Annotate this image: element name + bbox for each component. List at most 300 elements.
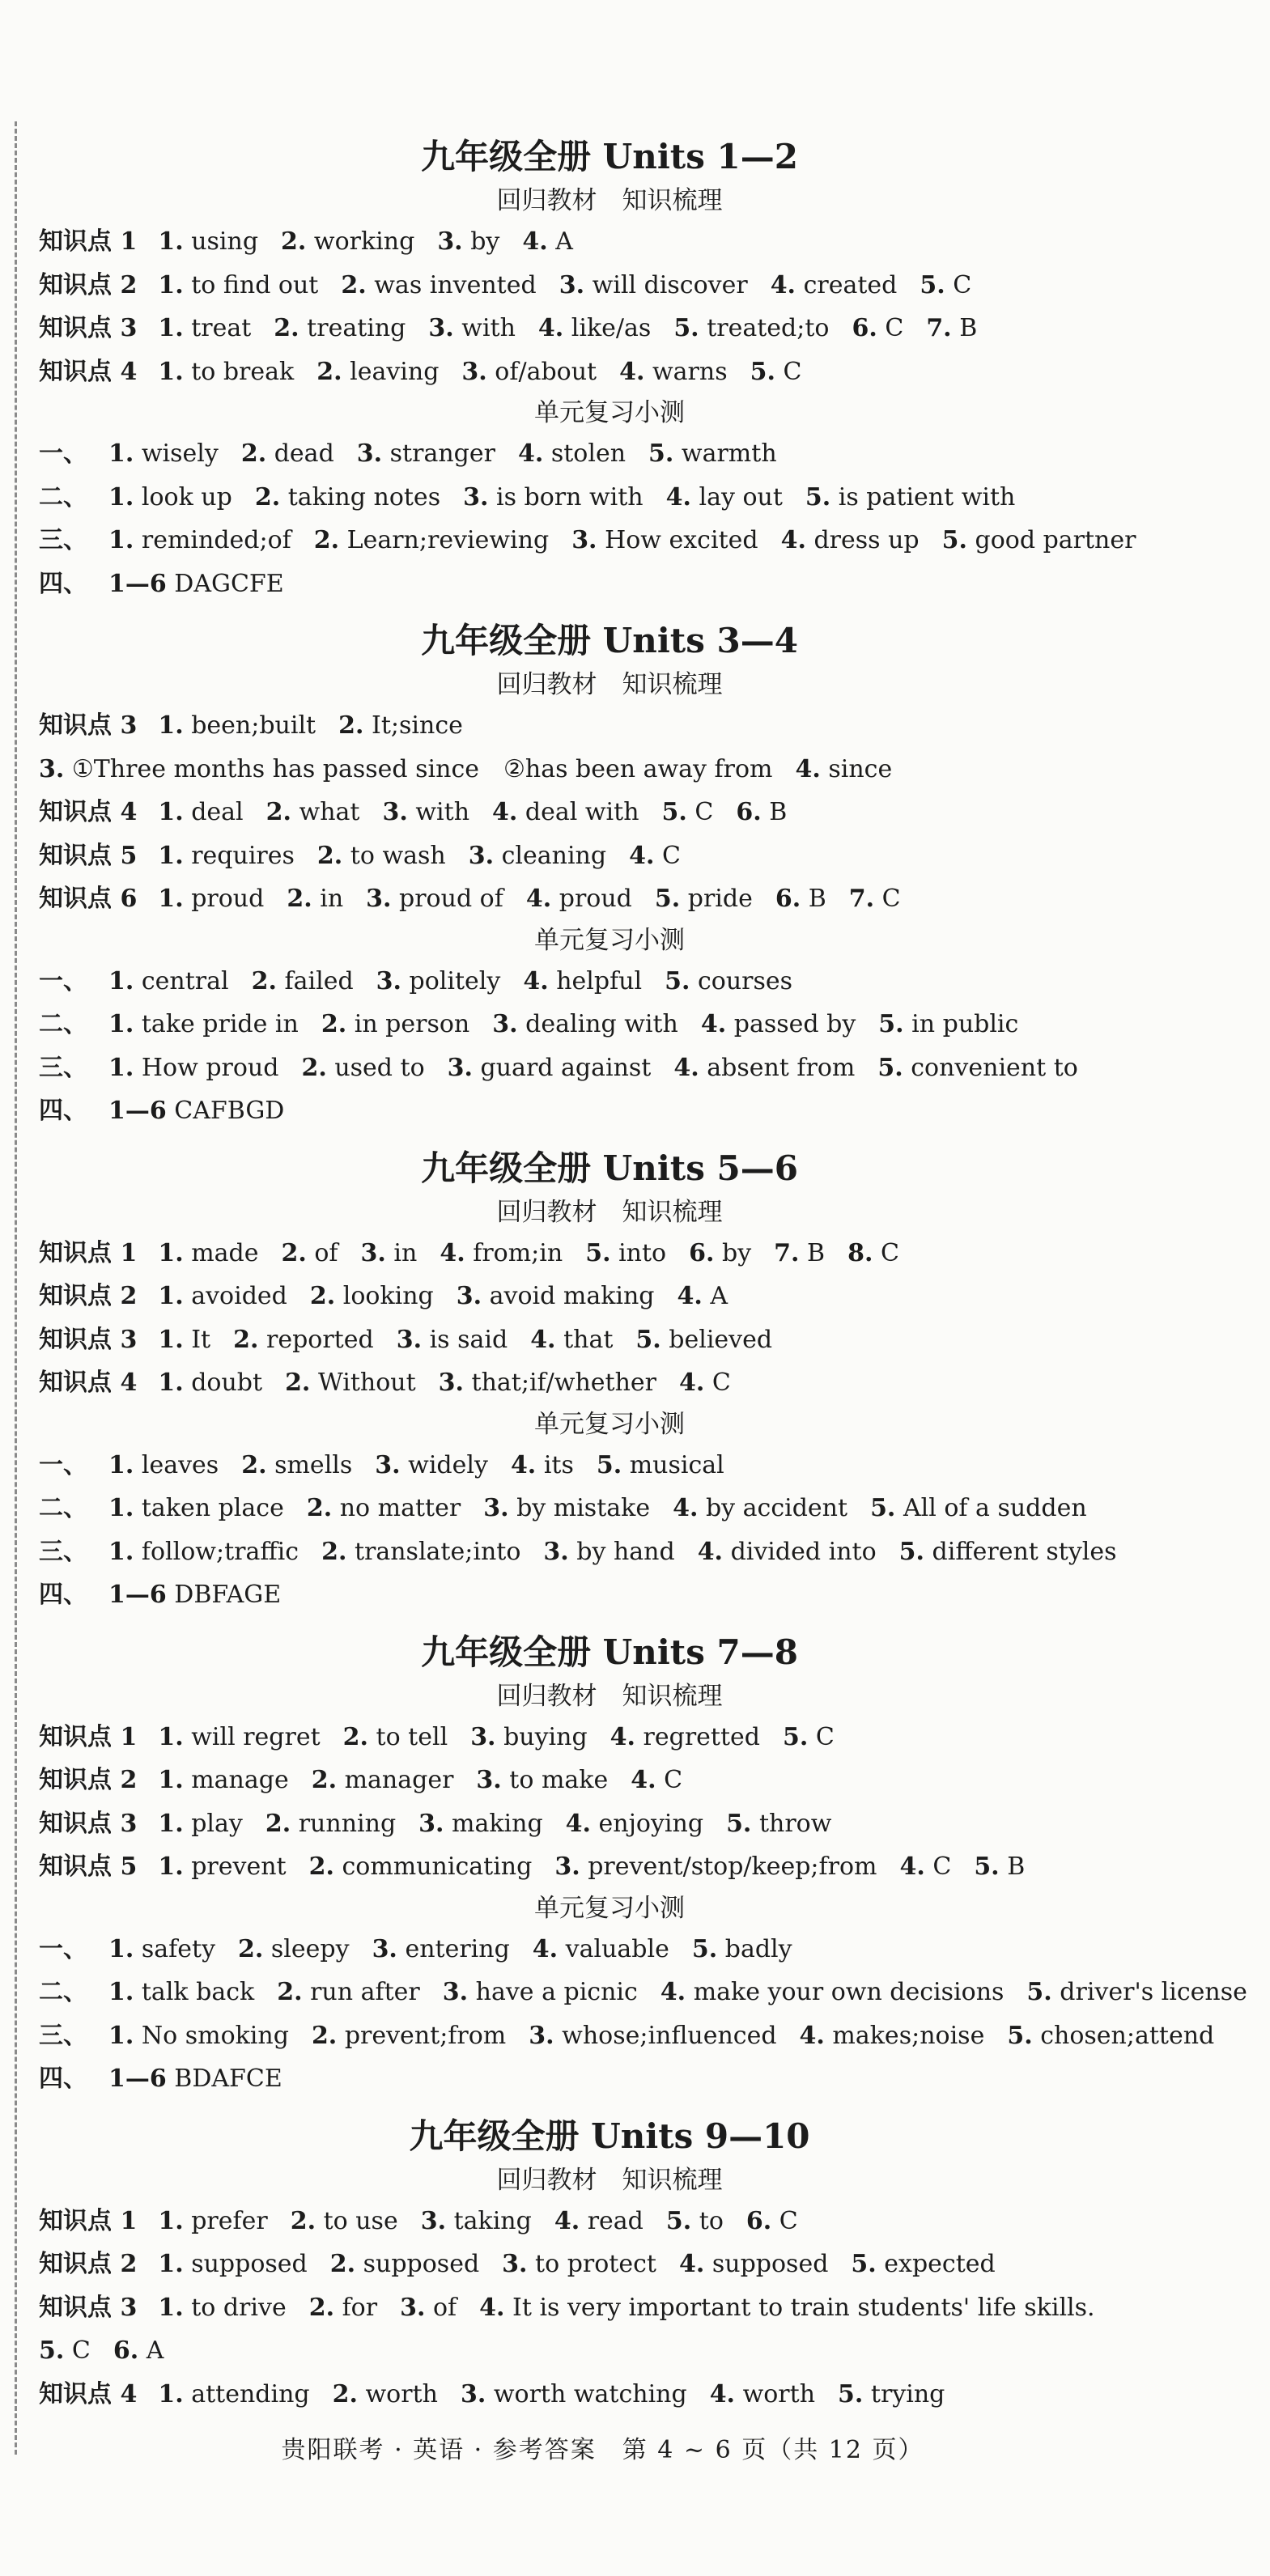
- answer-number: 1.: [158, 1369, 184, 1397]
- answer-number: 2.: [274, 314, 299, 342]
- answer-number: 4.: [629, 841, 655, 870]
- answer-item: [529, 2014, 776, 2058]
- answer-line: [39, 960, 1180, 1004]
- answer-item: [1026, 1971, 1247, 2014]
- answer-number: 1.: [108, 1010, 134, 1038]
- answer-item: [158, 834, 295, 878]
- answer-text: requires: [191, 841, 295, 870]
- answer-number: 5.: [805, 482, 831, 511]
- subsection-title-quiz: 单元复习小测: [534, 1409, 685, 1439]
- answer-item: [310, 1275, 434, 1318]
- answer-text: of: [314, 1238, 338, 1267]
- answer-text: supposed: [191, 2250, 308, 2278]
- answer-text: throw: [758, 1809, 832, 1838]
- answer-text: valuable: [565, 1934, 669, 1963]
- question-label: 三、: [39, 1053, 87, 1082]
- answer-text: badly: [724, 1934, 792, 1963]
- answer-text: C: [783, 357, 802, 386]
- answer-number: 2.: [316, 841, 343, 870]
- question-label: 知识点 2: [39, 270, 138, 299]
- answer-text: making: [452, 1809, 543, 1838]
- answer-item: [522, 220, 573, 264]
- answer-number: 2.: [313, 526, 340, 554]
- answer-text: prevent;from: [344, 2021, 507, 2050]
- answer-number: 4.: [530, 1325, 556, 1354]
- answer-number: 5.: [661, 798, 687, 826]
- answer-number: 7.: [848, 885, 875, 913]
- question-label: 知识点 1: [39, 1238, 138, 1267]
- answer-number: 2.: [238, 1934, 264, 1963]
- answer-text: no matter: [339, 1494, 461, 1522]
- question-label: 知识点 4: [39, 2379, 138, 2408]
- answer-number: 2.: [321, 1010, 347, 1038]
- answer-number: 3.: [375, 1450, 401, 1479]
- question-label: 四、: [39, 1581, 87, 1609]
- answer-number: 4.: [660, 1978, 686, 2006]
- answer-number: 4.: [532, 1934, 559, 1963]
- answer-text: taken place: [141, 1494, 284, 1522]
- answer-item: [461, 350, 597, 394]
- answer-item: [838, 2373, 945, 2417]
- answer-number: 5.: [877, 1053, 903, 1082]
- answer-number: 5.: [974, 1852, 1000, 1881]
- answer-text: have a picnic: [475, 1978, 638, 2006]
- answer-text: in public: [911, 1010, 1019, 1038]
- answer-number: 2.: [265, 1809, 291, 1838]
- answer-text: run after: [310, 1978, 420, 2006]
- answer-number: 1.: [158, 1766, 184, 1794]
- answer-item: [673, 1487, 847, 1530]
- answer-number: 2.: [254, 482, 281, 511]
- answer-item: [518, 432, 626, 476]
- answer-item: [692, 1928, 792, 1971]
- answer-number: 3.: [460, 2379, 486, 2408]
- answer-line: [39, 1573, 1180, 1617]
- answer-item: [554, 1845, 877, 1889]
- answer-text: worth: [365, 2379, 438, 2408]
- answer-text: cleaning: [501, 841, 607, 870]
- answer-item: [448, 1046, 652, 1090]
- answer-number: 4.: [665, 482, 691, 511]
- answer-number: 1.: [158, 711, 184, 740]
- answer-item: [312, 2014, 506, 2058]
- answer-text: manager: [344, 1766, 454, 1794]
- answer-line: [39, 1444, 1180, 1487]
- answer-text: C: [880, 1238, 899, 1267]
- answer-text: politely: [409, 966, 501, 995]
- question-label: 一、: [39, 439, 87, 468]
- answer-text: A: [710, 1282, 728, 1310]
- answer-text: using: [191, 227, 259, 256]
- answer-text: C: [71, 2336, 91, 2365]
- answer-item: [870, 1487, 1087, 1530]
- answer-number: 4.: [517, 439, 544, 468]
- answer-number: 4.: [673, 1053, 699, 1082]
- answer-text: to find out: [191, 270, 319, 299]
- answer-text: from;in: [473, 1238, 563, 1267]
- answer-text: prevent: [191, 1852, 287, 1881]
- answer-item: [710, 2373, 815, 2417]
- answer-item: [847, 1232, 899, 1275]
- answer-item: [312, 1759, 454, 1802]
- answer-number: 1.: [158, 798, 184, 826]
- answer-item: [619, 350, 728, 394]
- answer-item: [655, 877, 753, 921]
- answer-number: 1.: [158, 1282, 184, 1310]
- answer-text: C: [953, 270, 972, 299]
- answer-text: C: [664, 1766, 683, 1794]
- answer-number: 1.: [108, 2021, 134, 2050]
- answer-text: good partner: [975, 526, 1136, 554]
- answer-item: [585, 1232, 666, 1275]
- answer-item: [341, 264, 536, 308]
- subsection-title-quiz: 单元复习小测: [534, 925, 685, 955]
- answer-item: [457, 1275, 655, 1318]
- answer-item: [538, 307, 651, 350]
- answer-item: [439, 1361, 656, 1405]
- answer-item: [158, 1716, 320, 1759]
- answer-item: [470, 1716, 587, 1759]
- answer-item: [771, 264, 898, 308]
- answer-item: [736, 791, 787, 834]
- answer-text: will discover: [592, 270, 748, 299]
- answer-number: 2.: [265, 798, 291, 826]
- answer-text: by hand: [576, 1537, 675, 1566]
- answer-item: [158, 791, 243, 834]
- answer-item: [274, 307, 406, 350]
- answer-text: was invented: [374, 270, 537, 299]
- answer-number: 3.: [437, 227, 463, 256]
- answer-text: lay out: [699, 482, 783, 511]
- answer-item: [301, 1046, 424, 1090]
- answer-number: 6.: [745, 2206, 772, 2235]
- answer-text: worth watching: [493, 2379, 687, 2408]
- answer-number: 4.: [610, 1722, 635, 1751]
- answer-number: 2.: [301, 1053, 327, 1082]
- answer-number: 1—6: [108, 569, 167, 598]
- answer-number: 3.: [571, 526, 597, 554]
- answer-text: play: [191, 1809, 243, 1838]
- answer-text: deal: [191, 798, 244, 826]
- answer-number: 5.: [783, 1722, 809, 1751]
- answer-number: 3.: [463, 482, 489, 511]
- answer-number: 1.: [158, 2250, 184, 2278]
- answer-text: to use: [323, 2206, 398, 2235]
- answer-text: by accident: [705, 1494, 848, 1522]
- answer-item: [39, 748, 773, 791]
- answer-number: 2.: [306, 1494, 333, 1522]
- answer-line: [39, 220, 1180, 264]
- answer-item: [277, 1971, 420, 2014]
- answer-item: [418, 1802, 543, 1846]
- answer-line: [39, 2243, 1180, 2286]
- answer-text: proud: [191, 885, 265, 913]
- answer-line: [39, 791, 1180, 834]
- answer-text: into: [618, 1238, 667, 1267]
- answer-item: [281, 220, 414, 264]
- answer-item: [158, 1759, 288, 1802]
- answer-text: communicating: [342, 1852, 533, 1881]
- answer-text: running: [298, 1809, 397, 1838]
- answer-line: [39, 519, 1180, 562]
- answer-item: [673, 1046, 855, 1090]
- answer-number: 5.: [635, 1325, 661, 1354]
- answer-line: [39, 1928, 1180, 1971]
- answer-number: 5.: [1026, 1978, 1052, 2006]
- answer-text: dealing with: [525, 1010, 678, 1038]
- unit-section: [39, 2112, 1180, 2417]
- answer-item: [375, 1444, 488, 1487]
- answer-item: [974, 1845, 1025, 1889]
- answer-number: 2.: [241, 1450, 267, 1479]
- answer-text: been;built: [191, 711, 316, 740]
- answer-item: [492, 1003, 678, 1046]
- unit-title: 九年级全册 Units 7—8: [421, 1632, 798, 1672]
- answer-item: [309, 2286, 377, 2330]
- answer-item: [108, 960, 229, 1004]
- answer-item: [158, 264, 318, 308]
- answer-number: 5.: [648, 439, 674, 468]
- answer-item: [158, 877, 264, 921]
- answer-text: C: [815, 1722, 835, 1751]
- answer-number: 3.: [476, 1766, 502, 1794]
- answer-item: [108, 1928, 215, 1971]
- unit-section: [39, 1628, 1247, 2101]
- answer-number: 1.: [158, 227, 184, 256]
- answer-number: 2.: [281, 1238, 307, 1267]
- answer-item: [108, 1444, 219, 1487]
- answer-line: [39, 1845, 1180, 1889]
- answer-text: prevent/stop/keep;from: [588, 1852, 877, 1881]
- answer-text: Learn;reviewing: [346, 526, 550, 554]
- answer-item: [502, 2243, 656, 2286]
- answer-line: [39, 1318, 1180, 1362]
- answer-item: [372, 1928, 510, 1971]
- answer-number: 4.: [440, 1238, 465, 1267]
- answer-item: [158, 2243, 307, 2286]
- answer-text: taking notes: [287, 482, 441, 511]
- answer-item: [701, 1003, 856, 1046]
- answer-item: [255, 476, 440, 520]
- answer-item: [265, 1802, 396, 1846]
- answer-number: 4.: [899, 1852, 925, 1881]
- answer-text: C: [885, 314, 904, 342]
- answer-text: leaves: [141, 1450, 219, 1479]
- answer-item: [421, 2200, 532, 2243]
- answer-number: 5.: [596, 1450, 622, 1479]
- answer-item: [526, 877, 632, 921]
- answer-number: 4.: [780, 526, 806, 554]
- answer-item: [796, 748, 893, 791]
- answer-number: 4.: [510, 1450, 537, 1479]
- answer-number: 3.: [400, 2293, 426, 2322]
- question-label: 知识点 4: [39, 798, 138, 826]
- answer-item: [543, 1530, 674, 1574]
- question-label: 四、: [39, 2065, 87, 2093]
- answer-text: like/as: [571, 314, 652, 342]
- question-label: 二、: [39, 482, 87, 511]
- answer-text: courses: [698, 966, 793, 995]
- answer-text: treating: [307, 314, 406, 342]
- answer-number: 1.: [108, 439, 134, 468]
- answer-number: 5.: [654, 885, 681, 913]
- answer-text: with: [461, 314, 516, 342]
- question-label: 知识点 1: [39, 227, 138, 256]
- answer-text: made: [191, 1238, 259, 1267]
- answer-item: [774, 1232, 825, 1275]
- answer-item: [317, 834, 446, 878]
- question-label: 知识点 2: [39, 1766, 138, 1794]
- answer-number: 3.: [420, 2206, 447, 2235]
- answer-number: 5.: [878, 1010, 904, 1038]
- answer-number: 5.: [920, 270, 945, 299]
- answer-item: [108, 1573, 281, 1617]
- answer-item: [635, 1318, 772, 1362]
- answer-text: translate;into: [354, 1537, 521, 1566]
- answer-text: to tell: [376, 1722, 448, 1751]
- answer-line: [39, 562, 1180, 606]
- answer-text: stolen: [550, 439, 627, 468]
- answer-number: 1.: [158, 1852, 184, 1881]
- answer-item: [662, 791, 714, 834]
- answer-text: talk back: [141, 1978, 255, 2006]
- answer-line: [39, 1361, 1180, 1405]
- answer-text: its: [543, 1450, 574, 1479]
- answer-number: 1.: [158, 314, 184, 342]
- answer-number: 4.: [770, 270, 796, 299]
- answer-number: 1.: [108, 1053, 134, 1082]
- answer-number: 2.: [308, 1852, 334, 1881]
- answer-item: [942, 519, 1136, 562]
- answer-number: 1.: [108, 1537, 134, 1566]
- answer-text: since: [828, 754, 893, 783]
- answer-text: DAGCFE: [174, 569, 284, 598]
- answer-number: 2.: [309, 1282, 336, 1310]
- answer-item: [158, 704, 316, 748]
- answer-item: [108, 562, 284, 606]
- answer-number: 1.: [108, 1450, 134, 1479]
- answer-text: pride: [687, 885, 753, 913]
- question-label: 三、: [39, 526, 87, 554]
- answer-item: [679, 1361, 731, 1405]
- answer-item: [400, 2286, 457, 2330]
- answer-text: stranger: [389, 439, 495, 468]
- answer-item: [463, 476, 643, 520]
- answer-item: [629, 834, 681, 878]
- answer-line: [39, 307, 1180, 350]
- answer-text: is born with: [495, 482, 643, 511]
- answer-item: [285, 1361, 416, 1405]
- answer-text: C: [711, 1369, 731, 1397]
- answer-item: [1007, 2014, 1214, 2058]
- answer-number: 5.: [941, 526, 967, 554]
- answer-text: looking: [342, 1282, 434, 1310]
- answer-item: [108, 519, 291, 562]
- page-footer: 贵阳联考 · 英语 · 参考答案 第 4 ~ 6 页（共 12 页）: [281, 2436, 924, 2464]
- answer-number: 1—6: [108, 2065, 167, 2093]
- answer-item: [523, 960, 642, 1004]
- answer-number: 1.: [108, 966, 134, 995]
- question-label: 知识点 4: [39, 357, 138, 386]
- answer-item: [440, 1232, 563, 1275]
- answer-number: 4.: [709, 2379, 736, 2408]
- answer-item: [158, 1802, 243, 1846]
- answer-text: C: [881, 885, 901, 913]
- answer-item: [108, 1530, 299, 1574]
- answer-text: entering: [405, 1934, 510, 1963]
- answer-number: 3.: [382, 798, 408, 826]
- answer-item: [282, 1232, 338, 1275]
- answer-text: that;if/whether: [471, 1369, 656, 1397]
- question-label: 知识点 1: [39, 2206, 138, 2235]
- answer-text: All of a sudden: [903, 1494, 1087, 1522]
- question-label: 知识点 3: [39, 1325, 138, 1354]
- answer-text: with: [415, 798, 470, 826]
- answer-text: treat: [191, 314, 252, 342]
- answer-number: 5.: [673, 314, 699, 342]
- answer-number: 2.: [341, 270, 367, 299]
- answer-number: 5.: [750, 357, 775, 386]
- answer-number: 6.: [736, 798, 762, 826]
- answer-line: [39, 704, 1180, 748]
- answer-number: 2.: [251, 966, 277, 995]
- answer-number: 4.: [479, 2293, 505, 2322]
- answer-item: [559, 264, 748, 308]
- answer-text: guard against: [480, 1053, 652, 1082]
- answer-item: [158, 2200, 267, 2243]
- subsection-title-quiz: 单元复习小测: [534, 1893, 685, 1923]
- answer-number: 1.: [158, 357, 184, 386]
- answer-number: 5.: [838, 2379, 864, 2408]
- answer-text: buying: [503, 1722, 588, 1751]
- answer-number: 5.: [726, 1809, 752, 1838]
- answer-line: [39, 2373, 1180, 2417]
- answer-line: [39, 1089, 1180, 1133]
- answer-text: B: [808, 885, 826, 913]
- answer-item: [800, 2014, 985, 2058]
- answer-number: 7.: [774, 1238, 800, 1267]
- answer-item: [108, 1971, 254, 2014]
- answer-item: [775, 877, 826, 921]
- answer-item: [479, 2286, 1094, 2330]
- answer-number: 1.: [158, 2293, 184, 2322]
- answer-item: [330, 2243, 479, 2286]
- answer-text: that: [563, 1325, 614, 1354]
- answer-text: to break: [191, 357, 295, 386]
- answer-number: 1.: [158, 885, 184, 913]
- unit-title: 九年级全册 Units 9—10: [409, 2116, 810, 2156]
- answer-text: leaving: [350, 357, 440, 386]
- answer-item: [376, 960, 501, 1004]
- answer-line: [39, 476, 1180, 520]
- answer-item: [726, 1802, 831, 1846]
- answer-number: 5.: [39, 2336, 65, 2365]
- answer-text: Without: [317, 1369, 416, 1397]
- answer-text: C: [779, 2206, 798, 2235]
- question-label: 二、: [39, 1010, 87, 1038]
- answer-text: to drive: [191, 2293, 287, 2322]
- answer-number: 1.: [158, 841, 184, 870]
- answer-item: [158, 2286, 286, 2330]
- answer-item: [476, 1759, 608, 1802]
- answer-text: CAFBGD: [174, 1097, 285, 1125]
- answer-text: absent from: [707, 1053, 856, 1082]
- answer-text: B: [807, 1238, 826, 1267]
- answer-item: [158, 2373, 309, 2417]
- binding-margin-dashes: [15, 121, 17, 2455]
- answer-number: 4.: [631, 1766, 656, 1794]
- unit-section: [39, 1144, 1180, 1617]
